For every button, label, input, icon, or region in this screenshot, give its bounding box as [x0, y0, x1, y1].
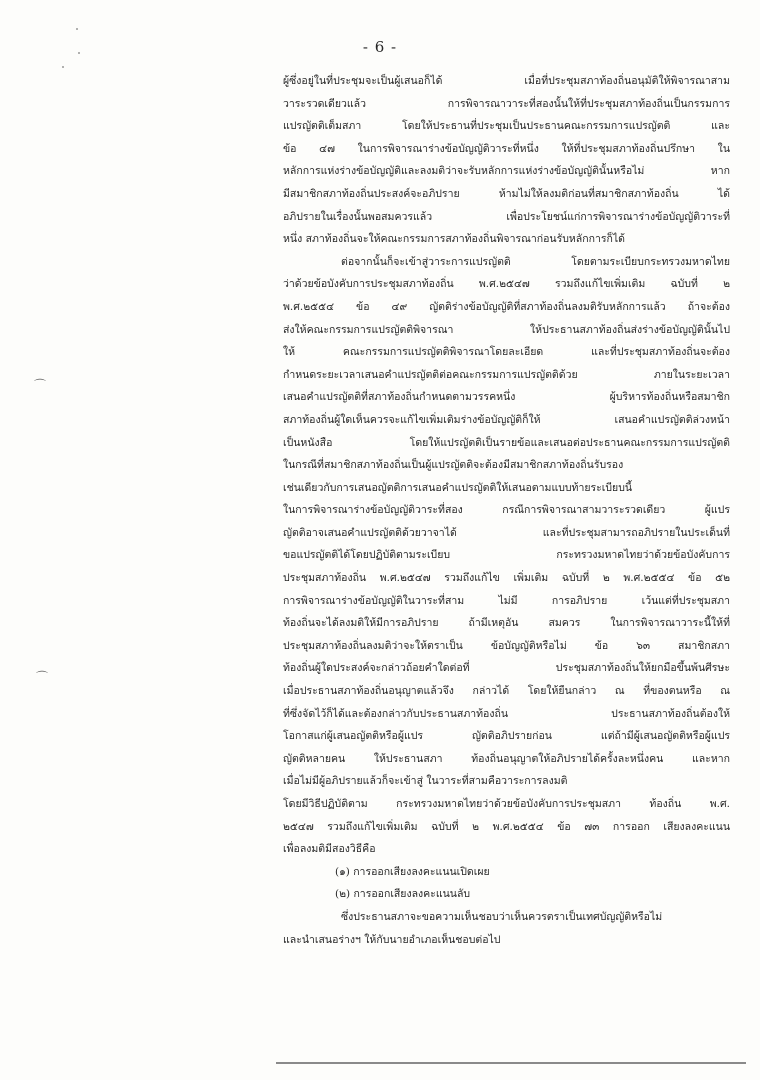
text-line: โอกาสแก่ผู้เสนอญัตติหรือผู้แปร ญัตติอภิปรายก่อน แต่ถ้ามีผู้เสนอญัตติหรือผู้แปร	[283, 730, 730, 743]
scan-speck	[76, 28, 78, 30]
text-line: ในการพิจารณาร่างข้อบัญญัติวาระที่สอง กรณีการพิจารณาสามวาระรวดเดียว ผู้แปร	[283, 504, 730, 517]
text-line: ต่อจากนั้นก็จะเข้าสู่วาระการแปรญัตติ โดยตามระเบียบกระทรวงมหาดไทย	[341, 255, 730, 268]
text-line: ในกรณีที่สมาชิกสภาท้องถิ่นเป็นผู้แปรญัตติจะต้องมีสมาชิกสภาท้องถิ่นรับรอง	[283, 459, 624, 472]
text-line: ญัตติหลายคน ให้ประธานสภา ท้องถิ่นอนุญาตให้อภิปรายได้ครั้งละหนึ่งคน และหาก	[283, 752, 730, 765]
text-line: ประชุมสภาท้องถิ่นลงมติว่าจะให้ตราเป็น ข้อบัญญัติหรือไม่ ข้อ ๖๓ สมาชิกสภา	[283, 639, 730, 652]
text-line: กำหนดระยะเวลาเสนอคำแปรญัตติต่อคณะกรรมการแปรญัตติด้วย ภายในระยะเวลา	[283, 368, 730, 381]
text-line: เช่นเดียวกับการเสนอญัตติการเสนอคำแปรญัตติให้เสนอตามแบบท้ายระเบียบนี้	[283, 481, 633, 494]
text-line: ว่าด้วยข้อบังคับการประชุมสภาท้องถิ่น พ.ศ.๒๕๔๗ รวมถึงแก้ไขเพิ่มเติม ฉบับที่ ๒	[283, 278, 730, 291]
text-line: สภาท้องถิ่นผู้ใดเห็นควรจะแก้ไขเพิ่มเติมร่างข้อบัญญัติก็ให้ เสนอคำแปรญัตติล่วงหน้า	[283, 413, 730, 426]
text-line: เพื่อลงมติมีสองวิธีคือ	[283, 843, 376, 856]
scan-speck	[62, 66, 64, 68]
text-line: โดยมีวิธีปฏิบัติตาม กระทรวงมหาดไทยว่าด้วยข้อบังคับการประชุมสภา ท้องถิ่น พ.ศ.	[283, 798, 730, 810]
text-line: และนำเสนอร่างฯ ให้กับนายอำเภอเห็นชอบต่อไป	[283, 933, 501, 946]
text-line: ให้ คณะกรรมการแปรญัตติพิจารณาโดยละเอียด และที่ประชุมสภาท้องถิ่นจะต้อง	[283, 346, 730, 359]
scan-bottom-edge	[276, 1062, 746, 1064]
text-line: ขอแปรญัตติได้โดยปฏิบัติตามระเบียบ กระทรวงมหาดไทยว่าด้วยข้อบังคับการ	[283, 549, 730, 562]
text-line: การพิจารณาร่างข้อบัญญัติในวาระที่สาม ไม่มี การอภิปราย เว้นแต่ที่ประชุมสภา	[283, 594, 730, 607]
margin-mark-bottom: ⌒	[36, 670, 49, 684]
text-line: ที่ซึ่งจัดไว้ก็ได้และต้องกล่าวกับประธานสภาท้องถิ่น ประธานสภาท้องถิ่นต้องให้	[283, 707, 730, 720]
text-line: หนึ่ง สภาท้องถิ่นจะให้คณะกรรมการสภาท้องถิ่นพิจารณาก่อนรับหลักการก็ได้	[283, 233, 625, 246]
text-line: อภิปรายในเรื่องนั้นพอสมควรแล้ว เพื่อประโยชน์แก่การพิจารณาร่างข้อบัญญัติวาระที่	[283, 210, 730, 223]
text-line: ญัตติอาจเสนอคำแปรญัตติด้วยวาจาได้ และที่ประชุมสามารถอภิปรายในประเด็นที่	[283, 526, 730, 539]
text-line: เสนอคำแปรญัตติที่สภาท้องถิ่นกำหนดตามวรรคหนึ่ง ผู้บริหารท้องถิ่นหรือสมาชิก	[283, 391, 730, 404]
text-line: (๑) การออกเสียงลงคะแนนเปิดเผย	[335, 865, 490, 878]
text-line: หลักการแห่งร่างข้อบัญญัติและลงมติว่าจะรับหลักการแห่งร่างข้อบัญญัตินั้นหรือไม่ หาก	[283, 165, 730, 178]
text-line: มีสมาชิกสภาท้องถิ่นประสงค์จะอภิปราย ห้ามไม่ให้ลงมติก่อนที่สมาชิกสภาท้องถิ่น ได้	[283, 187, 730, 200]
text-line: เมื่อประธานสภาท้องถิ่นอนุญาตแล้วจึง กล่าวได้ โดยให้ยืนกล่าว ณ ที่ของตนหรือ ณ	[283, 685, 730, 698]
text-line: เป็นหนังสือ โดยให้แปรญัตติเป็นรายข้อและเสนอต่อประธานคณะกรรมการแปรญัตติ	[283, 436, 730, 449]
text-line: (๒) การออกเสียงลงคะแนนลับ	[335, 888, 471, 901]
scan-speck	[78, 52, 80, 54]
text-line: แปรญัตติเต็มสภา โดยให้ประธานที่ประชุมเป็นประธานคณะกรรมการแปรญัตติ และ	[283, 120, 730, 133]
text-line: ส่งให้คณะกรรมการแปรญัตติพิจารณา ให้ประธานสภาท้องถิ่นส่งร่างข้อบัญญัตินั้นไป	[283, 323, 730, 336]
text-line: เมื่อไม่มีผู้อภิปรายแล้วก็จะเข้าสู่ ในวาระที่สามคือวาระการลงมติ	[283, 775, 568, 788]
document-body	[283, 70, 730, 951]
margin-mark-top: ⌒	[34, 378, 47, 392]
text-line: ประชุมสภาท้องถิ่น พ.ศ.๒๕๔๗ รวมถึงแก้ไข เพิ่มเติม ฉบับที่ ๒ พ.ศ.๒๕๕๔ ข้อ ๕๒	[283, 572, 730, 585]
text-line: ผู้ซึ่งอยู่ในที่ประชุมจะเป็นผู้เสนอก็ได้ เมื่อที่ประชุมสภาท้องถิ่นอนุมัติให้พิจารณาสาม	[283, 75, 730, 87]
text-line: ท้องถิ่นจะได้ลงมติให้มีการอภิปราย ถ้ามีเหตุอัน สมควร ในการพิจารณาวาระนี้ให้ที่	[283, 617, 730, 630]
text-line: ข้อ ๔๗ ในการพิจารณาร่างข้อบัญญัติวาระที่หนึ่ง ให้ที่ประชุมสภาท้องถิ่นปรึกษา ใน	[283, 142, 730, 155]
text-line: ๒๕๔๗ รวมถึงแก้ไขเพิ่มเติม ฉบับที่ ๒ พ.ศ.๒๕๕๔ ข้อ ๗๓ การออก เสียงลงคะแนน	[283, 820, 730, 833]
text-line: ท้องถิ่นผู้ใดประสงค์จะกล่าวถ้อยคำใดต่อที่ ประชุมสภาท้องถิ่นให้ยกมือขึ้นพ้นศีรษะ	[283, 662, 730, 675]
page-number: - 6 -	[362, 38, 398, 56]
text-line: ซึ่งประธานสภาจะขอความเห็นชอบว่าเห็นควรตราเป็นเทศบัญญัติหรือไม่	[341, 910, 663, 923]
text-line: พ.ศ.๒๕๕๔ ข้อ ๔๙ ญัตติร่างข้อบัญญัติที่สภาท้องถิ่นลงมติรับหลักการแล้ว ถ้าจะต้อง	[283, 300, 730, 313]
text-line: วาระรวดเดียวแล้ว การพิจารณาวาระที่สองนั้นให้ที่ประชุมสภาท้องถิ่นเป็นกรรมการ	[283, 97, 730, 110]
